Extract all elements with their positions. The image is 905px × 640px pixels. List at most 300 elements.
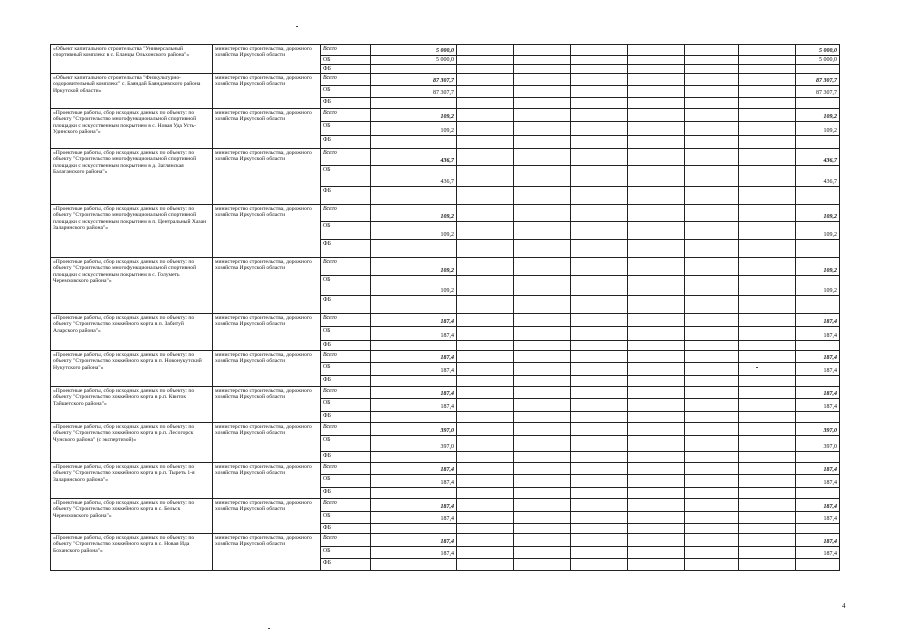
- empty-cell: [739, 85, 796, 97]
- empty-cell: [571, 313, 628, 326]
- empty-cell: [571, 295, 628, 313]
- empty-cell: [457, 45, 514, 56]
- empty-cell: [457, 523, 514, 533]
- empty-cell: [685, 340, 739, 350]
- empty-cell: [685, 121, 739, 135]
- funding-label-fb: ФБ: [321, 411, 371, 422]
- amount-last-cell-total: 109,2: [796, 204, 840, 221]
- empty-cell: [628, 375, 685, 386]
- responsible-cell: министерство строительства, дорожного хозяйства Иркутской области: [213, 386, 321, 422]
- empty-cell: [571, 487, 628, 498]
- empty-cell: [571, 97, 628, 108]
- empty-cell: [685, 108, 739, 121]
- empty-cell: [514, 313, 571, 326]
- empty-cell: [571, 362, 628, 375]
- empty-cell: [514, 422, 571, 435]
- amount-cell-fb: [371, 451, 457, 462]
- amount-last-cell-ob: 187,4: [796, 511, 840, 523]
- empty-cell: [628, 326, 685, 340]
- table-row: [51, 204, 840, 221]
- object-name-cell: «Проектные работы, сбор исходных данных по объекту: по объекту "Строительство хоккейного корта в р.п. Лесогорск Чунского района" (с экспертизой)»: [51, 422, 213, 462]
- empty-cell: [628, 558, 685, 570]
- empty-cell: [457, 85, 514, 97]
- empty-cell: [457, 186, 514, 204]
- empty-cell: [514, 546, 571, 558]
- amount-last-cell-fb: [796, 239, 840, 257]
- amount-last-cell-total: 187,4: [796, 533, 840, 546]
- empty-cell: [685, 523, 739, 533]
- empty-cell: [457, 148, 514, 165]
- funding-label-ob: ОБ: [321, 362, 371, 375]
- empty-cell: [739, 295, 796, 313]
- amount-last-cell-total: 436,7: [796, 148, 840, 165]
- empty-cell: [739, 558, 796, 570]
- empty-cell: [457, 462, 514, 474]
- empty-cell: [514, 65, 571, 74]
- funding-label-ob: ОБ: [321, 121, 371, 135]
- empty-cell: [685, 533, 739, 546]
- empty-cell: [571, 73, 628, 85]
- empty-cell: [739, 411, 796, 422]
- amount-last-cell-fb: [796, 451, 840, 462]
- funding-label-ob: ОБ: [321, 398, 371, 411]
- empty-cell: [457, 435, 514, 451]
- empty-cell: [571, 85, 628, 97]
- object-name-cell: «Проектные работы, сбор исходных данных по объекту: по объекту "Строительство многофункциональной спортивной площадки с искусственным покрытием в п. Центральный Хазан Заларинского района"»: [51, 204, 213, 257]
- empty-cell: [457, 451, 514, 462]
- empty-cell: [628, 546, 685, 558]
- amount-cell-ob: 87 307,7: [371, 85, 457, 97]
- empty-cell: [628, 121, 685, 135]
- empty-cell: [514, 474, 571, 487]
- empty-cell: [514, 375, 571, 386]
- amount-cell-total: 87 307,7: [371, 73, 457, 85]
- amount-cell-ob: 187,4: [371, 546, 457, 558]
- amount-last-cell-total: 109,2: [796, 108, 840, 121]
- empty-cell: [739, 121, 796, 135]
- empty-cell: [739, 108, 796, 121]
- amount-last-cell-total: 5 000,0: [796, 45, 840, 56]
- empty-cell: [628, 221, 685, 239]
- amount-last-cell-ob: 397,0: [796, 435, 840, 451]
- empty-cell: [457, 221, 514, 239]
- empty-cell: [457, 375, 514, 386]
- amount-last-cell-ob: 187,4: [796, 474, 840, 487]
- empty-cell: [571, 411, 628, 422]
- empty-cell: [571, 474, 628, 487]
- empty-cell: [571, 121, 628, 135]
- empty-cell: [571, 56, 628, 65]
- empty-cell: [739, 546, 796, 558]
- amount-cell-ob: 187,4: [371, 398, 457, 411]
- object-name-cell: «Проектные работы, сбор исходных данных по объекту: по объекту "Строительство хоккейного корта в п. Забитуй Аларского района"»: [51, 313, 213, 350]
- empty-cell: [685, 487, 739, 498]
- empty-cell: [739, 498, 796, 511]
- empty-cell: [628, 186, 685, 204]
- empty-cell: [739, 523, 796, 533]
- empty-cell: [628, 533, 685, 546]
- empty-cell: [514, 186, 571, 204]
- table-row: [51, 422, 840, 435]
- empty-cell: [571, 498, 628, 511]
- empty-cell: [739, 462, 796, 474]
- empty-cell: [514, 56, 571, 65]
- empty-cell: [685, 411, 739, 422]
- empty-cell: [739, 340, 796, 350]
- empty-cell: [685, 375, 739, 386]
- empty-cell: [739, 326, 796, 340]
- empty-cell: [628, 362, 685, 375]
- funding-label-total: Всего: [321, 533, 371, 546]
- empty-cell: [457, 165, 514, 186]
- empty-cell: [571, 386, 628, 398]
- empty-cell: [457, 340, 514, 350]
- empty-cell: [571, 45, 628, 56]
- amount-cell-total: 187,4: [371, 386, 457, 398]
- amount-last-cell-ob: 187,4: [796, 326, 840, 340]
- empty-cell: [628, 313, 685, 326]
- page-number: 4: [842, 602, 846, 610]
- empty-cell: [739, 474, 796, 487]
- amount-cell-fb: [371, 65, 457, 74]
- funding-label-fb: ФБ: [321, 295, 371, 313]
- amount-last-cell-total: 187,4: [796, 498, 840, 511]
- object-name-cell: «Объект капитального строительства "Физкультурно-оздоровительный комплекс" с. Баяндай Баяндаевского района Иркутской области»: [51, 73, 213, 108]
- amount-last-cell-total: 187,4: [796, 313, 840, 326]
- empty-cell: [739, 186, 796, 204]
- amount-last-cell-total: 87 307,7: [796, 73, 840, 85]
- empty-cell: [685, 135, 739, 148]
- empty-cell: [628, 386, 685, 398]
- empty-cell: [628, 275, 685, 295]
- object-name-cell: «Проектные работы, сбор исходных данных по объекту: по объекту "Строительство хоккейного корта в р.п. Квиток Тайшетского района"»: [51, 386, 213, 422]
- amount-cell-fb: [371, 375, 457, 386]
- empty-cell: [628, 462, 685, 474]
- empty-cell: [628, 295, 685, 313]
- funding-label-ob: ОБ: [321, 511, 371, 523]
- amount-cell-fb: [371, 239, 457, 257]
- empty-cell: [628, 45, 685, 56]
- empty-cell: [739, 221, 796, 239]
- amount-cell-fb: [371, 558, 457, 570]
- responsible-cell: министерство строительства, дорожного хозяйства Иркутской области: [213, 533, 321, 570]
- empty-cell: [457, 511, 514, 523]
- empty-cell: [685, 474, 739, 487]
- amount-cell-total: 187,4: [371, 462, 457, 474]
- empty-cell: [571, 65, 628, 74]
- table-row: [51, 257, 840, 275]
- empty-cell: [514, 362, 571, 375]
- amount-cell-ob: 436,7: [371, 165, 457, 186]
- empty-cell: [571, 511, 628, 523]
- amount-cell-fb: [371, 411, 457, 422]
- empty-cell: [628, 65, 685, 74]
- empty-cell: [457, 97, 514, 108]
- empty-cell: [514, 97, 571, 108]
- empty-cell: [739, 451, 796, 462]
- empty-cell: [571, 135, 628, 148]
- funding-label-total: Всего: [321, 462, 371, 474]
- amount-cell-ob: 109,2: [371, 221, 457, 239]
- scan-speck: [756, 367, 758, 368]
- empty-cell: [571, 340, 628, 350]
- funding-label-total: Всего: [321, 257, 371, 275]
- empty-cell: [739, 511, 796, 523]
- empty-cell: [457, 558, 514, 570]
- funding-label-total: Всего: [321, 313, 371, 326]
- empty-cell: [457, 474, 514, 487]
- empty-cell: [628, 257, 685, 275]
- amount-last-cell-ob: 87 307,7: [796, 85, 840, 97]
- empty-cell: [739, 375, 796, 386]
- empty-cell: [685, 65, 739, 74]
- amount-cell-ob: 187,4: [371, 511, 457, 523]
- empty-cell: [571, 422, 628, 435]
- amount-last-cell-total: 187,4: [796, 350, 840, 362]
- empty-cell: [457, 204, 514, 221]
- amount-cell-fb: [371, 487, 457, 498]
- table-row: [51, 313, 840, 326]
- empty-cell: [739, 239, 796, 257]
- empty-cell: [514, 487, 571, 498]
- empty-cell: [739, 435, 796, 451]
- empty-cell: [685, 221, 739, 239]
- budget-table-body: [51, 45, 840, 571]
- amount-last-cell-ob: 187,4: [796, 398, 840, 411]
- amount-cell-ob: 109,2: [371, 121, 457, 135]
- funding-label-fb: ФБ: [321, 375, 371, 386]
- object-name-cell: «Объект капитального строительства "Универсальный спортивный комплекс в с. Еланцы Ольхонского района"»: [51, 45, 213, 74]
- empty-cell: [514, 340, 571, 350]
- funding-label-total: Всего: [321, 73, 371, 85]
- empty-cell: [628, 398, 685, 411]
- empty-cell: [628, 523, 685, 533]
- empty-cell: [628, 204, 685, 221]
- amount-last-cell-fb: [796, 65, 840, 74]
- empty-cell: [739, 386, 796, 398]
- empty-cell: [571, 546, 628, 558]
- empty-cell: [685, 386, 739, 398]
- object-name-cell: «Проектные работы, сбор исходных данных по объекту: по объекту "Строительство хоккейного корта в с. Бельск Черемховского района"»: [51, 498, 213, 533]
- empty-cell: [457, 135, 514, 148]
- empty-cell: [571, 257, 628, 275]
- empty-cell: [457, 275, 514, 295]
- empty-cell: [514, 73, 571, 85]
- funding-label-ob: ОБ: [321, 546, 371, 558]
- empty-cell: [457, 65, 514, 74]
- funding-label-fb: ФБ: [321, 97, 371, 108]
- table-row: [51, 108, 840, 121]
- empty-cell: [457, 73, 514, 85]
- empty-cell: [457, 257, 514, 275]
- object-name-cell: «Проектные работы, сбор исходных данных по объекту: по объекту "Строительство многофункциональной спортивной площадки с искусственным покрытием в д. Заглянская Балаганского района"»: [51, 148, 213, 204]
- empty-cell: [739, 275, 796, 295]
- amount-cell-fb: [371, 340, 457, 350]
- empty-cell: [514, 462, 571, 474]
- responsible-cell: министерство строительства, дорожного хозяйства Иркутской области: [213, 73, 321, 108]
- empty-cell: [628, 487, 685, 498]
- funding-label-fb: ФБ: [321, 186, 371, 204]
- empty-cell: [628, 239, 685, 257]
- amount-cell-total: 187,4: [371, 313, 457, 326]
- empty-cell: [739, 65, 796, 74]
- responsible-cell: министерство строительства, дорожного хозяйства Иркутской области: [213, 462, 321, 498]
- empty-cell: [514, 135, 571, 148]
- empty-cell: [514, 295, 571, 313]
- funding-label-fb: ФБ: [321, 65, 371, 74]
- responsible-cell: министерство строительства, дорожного хозяйства Иркутской области: [213, 313, 321, 350]
- funding-label-ob: ОБ: [321, 474, 371, 487]
- empty-cell: [685, 326, 739, 340]
- amount-last-cell-fb: [796, 135, 840, 148]
- empty-cell: [457, 326, 514, 340]
- amount-cell-ob: 397,0: [371, 435, 457, 451]
- empty-cell: [685, 435, 739, 451]
- empty-cell: [571, 221, 628, 239]
- amount-last-cell-fb: [796, 487, 840, 498]
- empty-cell: [514, 257, 571, 275]
- empty-cell: [739, 165, 796, 186]
- empty-cell: [457, 239, 514, 257]
- empty-cell: [739, 398, 796, 411]
- empty-cell: [514, 239, 571, 257]
- amount-last-cell-ob: 436,7: [796, 165, 840, 186]
- funding-label-fb: ФБ: [321, 340, 371, 350]
- empty-cell: [685, 97, 739, 108]
- empty-cell: [514, 498, 571, 511]
- object-name-cell: «Проектные работы, сбор исходных данных по объекту: по объекту "Строительство хоккейного корта в с. Новая Ида Боханского района"»: [51, 533, 213, 570]
- object-name-cell: «Проектные работы, сбор исходных данных по объекту: по объекту "Строительство многофункциональной спортивной площадки с искусственным покрытием в с. Голуметь Черемховского района"»: [51, 257, 213, 313]
- empty-cell: [514, 533, 571, 546]
- empty-cell: [628, 422, 685, 435]
- empty-cell: [739, 204, 796, 221]
- amount-cell-fb: [371, 97, 457, 108]
- empty-cell: [628, 435, 685, 451]
- empty-cell: [571, 239, 628, 257]
- object-name-cell: «Проектные работы, сбор исходных данных по объекту: по объекту "Строительство многофункциональной спортивной площадки с искусственным покрытием в с. Новая Уда Усть-Удинского района"»: [51, 108, 213, 148]
- funding-label-ob: ОБ: [321, 435, 371, 451]
- empty-cell: [457, 487, 514, 498]
- empty-cell: [514, 511, 571, 523]
- empty-cell: [685, 462, 739, 474]
- empty-cell: [514, 435, 571, 451]
- responsible-cell: министерство строительства, дорожного хозяйства Иркутской области: [213, 498, 321, 533]
- empty-cell: [628, 498, 685, 511]
- empty-cell: [571, 350, 628, 362]
- empty-cell: [685, 148, 739, 165]
- amount-cell-ob: 5 000,0: [371, 56, 457, 65]
- amount-last-cell-total: 109,2: [796, 257, 840, 275]
- amount-cell-total: 187,4: [371, 498, 457, 511]
- amount-cell-total: 397,0: [371, 422, 457, 435]
- empty-cell: [685, 85, 739, 97]
- empty-cell: [685, 45, 739, 56]
- empty-cell: [685, 422, 739, 435]
- empty-cell: [457, 546, 514, 558]
- funding-label-fb: ФБ: [321, 558, 371, 570]
- empty-cell: [457, 422, 514, 435]
- empty-cell: [739, 73, 796, 85]
- responsible-cell: министерство строительства, дорожного хозяйства Иркутской области: [213, 148, 321, 204]
- empty-cell: [571, 435, 628, 451]
- empty-cell: [571, 204, 628, 221]
- table-row: [51, 462, 840, 474]
- responsible-cell: министерство строительства, дорожного хозяйства Иркутской области: [213, 108, 321, 148]
- empty-cell: [514, 148, 571, 165]
- empty-cell: [685, 257, 739, 275]
- table-row: [51, 148, 840, 165]
- funding-label-ob: ОБ: [321, 221, 371, 239]
- scan-speck: [296, 26, 298, 27]
- empty-cell: [457, 498, 514, 511]
- empty-cell: [685, 56, 739, 65]
- funding-label-ob: ОБ: [321, 275, 371, 295]
- empty-cell: [739, 313, 796, 326]
- responsible-cell: министерство строительства, дорожного хозяйства Иркутской области: [213, 45, 321, 74]
- empty-cell: [571, 165, 628, 186]
- empty-cell: [457, 295, 514, 313]
- empty-cell: [685, 398, 739, 411]
- empty-cell: [685, 546, 739, 558]
- empty-cell: [685, 204, 739, 221]
- scan-speck: [268, 628, 270, 629]
- empty-cell: [628, 511, 685, 523]
- amount-last-cell-fb: [796, 558, 840, 570]
- amount-cell-total: 109,2: [371, 204, 457, 221]
- funding-label-total: Всего: [321, 386, 371, 398]
- funding-label-fb: ФБ: [321, 239, 371, 257]
- empty-cell: [685, 362, 739, 375]
- empty-cell: [514, 398, 571, 411]
- empty-cell: [685, 295, 739, 313]
- empty-cell: [457, 313, 514, 326]
- amount-cell-fb: [371, 523, 457, 533]
- empty-cell: [514, 558, 571, 570]
- empty-cell: [457, 411, 514, 422]
- amount-last-cell-ob: 109,2: [796, 275, 840, 295]
- funding-label-ob: ОБ: [321, 326, 371, 340]
- empty-cell: [628, 85, 685, 97]
- empty-cell: [457, 386, 514, 398]
- empty-cell: [571, 398, 628, 411]
- empty-cell: [739, 487, 796, 498]
- object-name-cell: «Проектные работы, сбор исходных данных по объекту: по объекту "Строительство хоккейного корта в р.п. Тыреть 1-я Заларинского района"»: [51, 462, 213, 498]
- funding-label-ob: ОБ: [321, 165, 371, 186]
- empty-cell: [571, 558, 628, 570]
- empty-cell: [685, 511, 739, 523]
- funding-label-fb: ФБ: [321, 523, 371, 533]
- amount-cell-ob: 187,4: [371, 362, 457, 375]
- amount-last-cell-fb: [796, 411, 840, 422]
- empty-cell: [571, 108, 628, 121]
- empty-cell: [628, 97, 685, 108]
- empty-cell: [739, 45, 796, 56]
- empty-cell: [514, 221, 571, 239]
- amount-cell-total: 436,7: [371, 148, 457, 165]
- amount-cell-total: 109,2: [371, 108, 457, 121]
- table-row: [51, 386, 840, 398]
- responsible-cell: министерство строительства, дорожного хозяйства Иркутской области: [213, 422, 321, 462]
- empty-cell: [514, 386, 571, 398]
- empty-cell: [514, 121, 571, 135]
- empty-cell: [739, 362, 796, 375]
- empty-cell: [685, 558, 739, 570]
- empty-cell: [685, 451, 739, 462]
- funding-label-ob: ОБ: [321, 85, 371, 97]
- funding-label-fb: ФБ: [321, 487, 371, 498]
- empty-cell: [571, 326, 628, 340]
- amount-cell-fb: [371, 135, 457, 148]
